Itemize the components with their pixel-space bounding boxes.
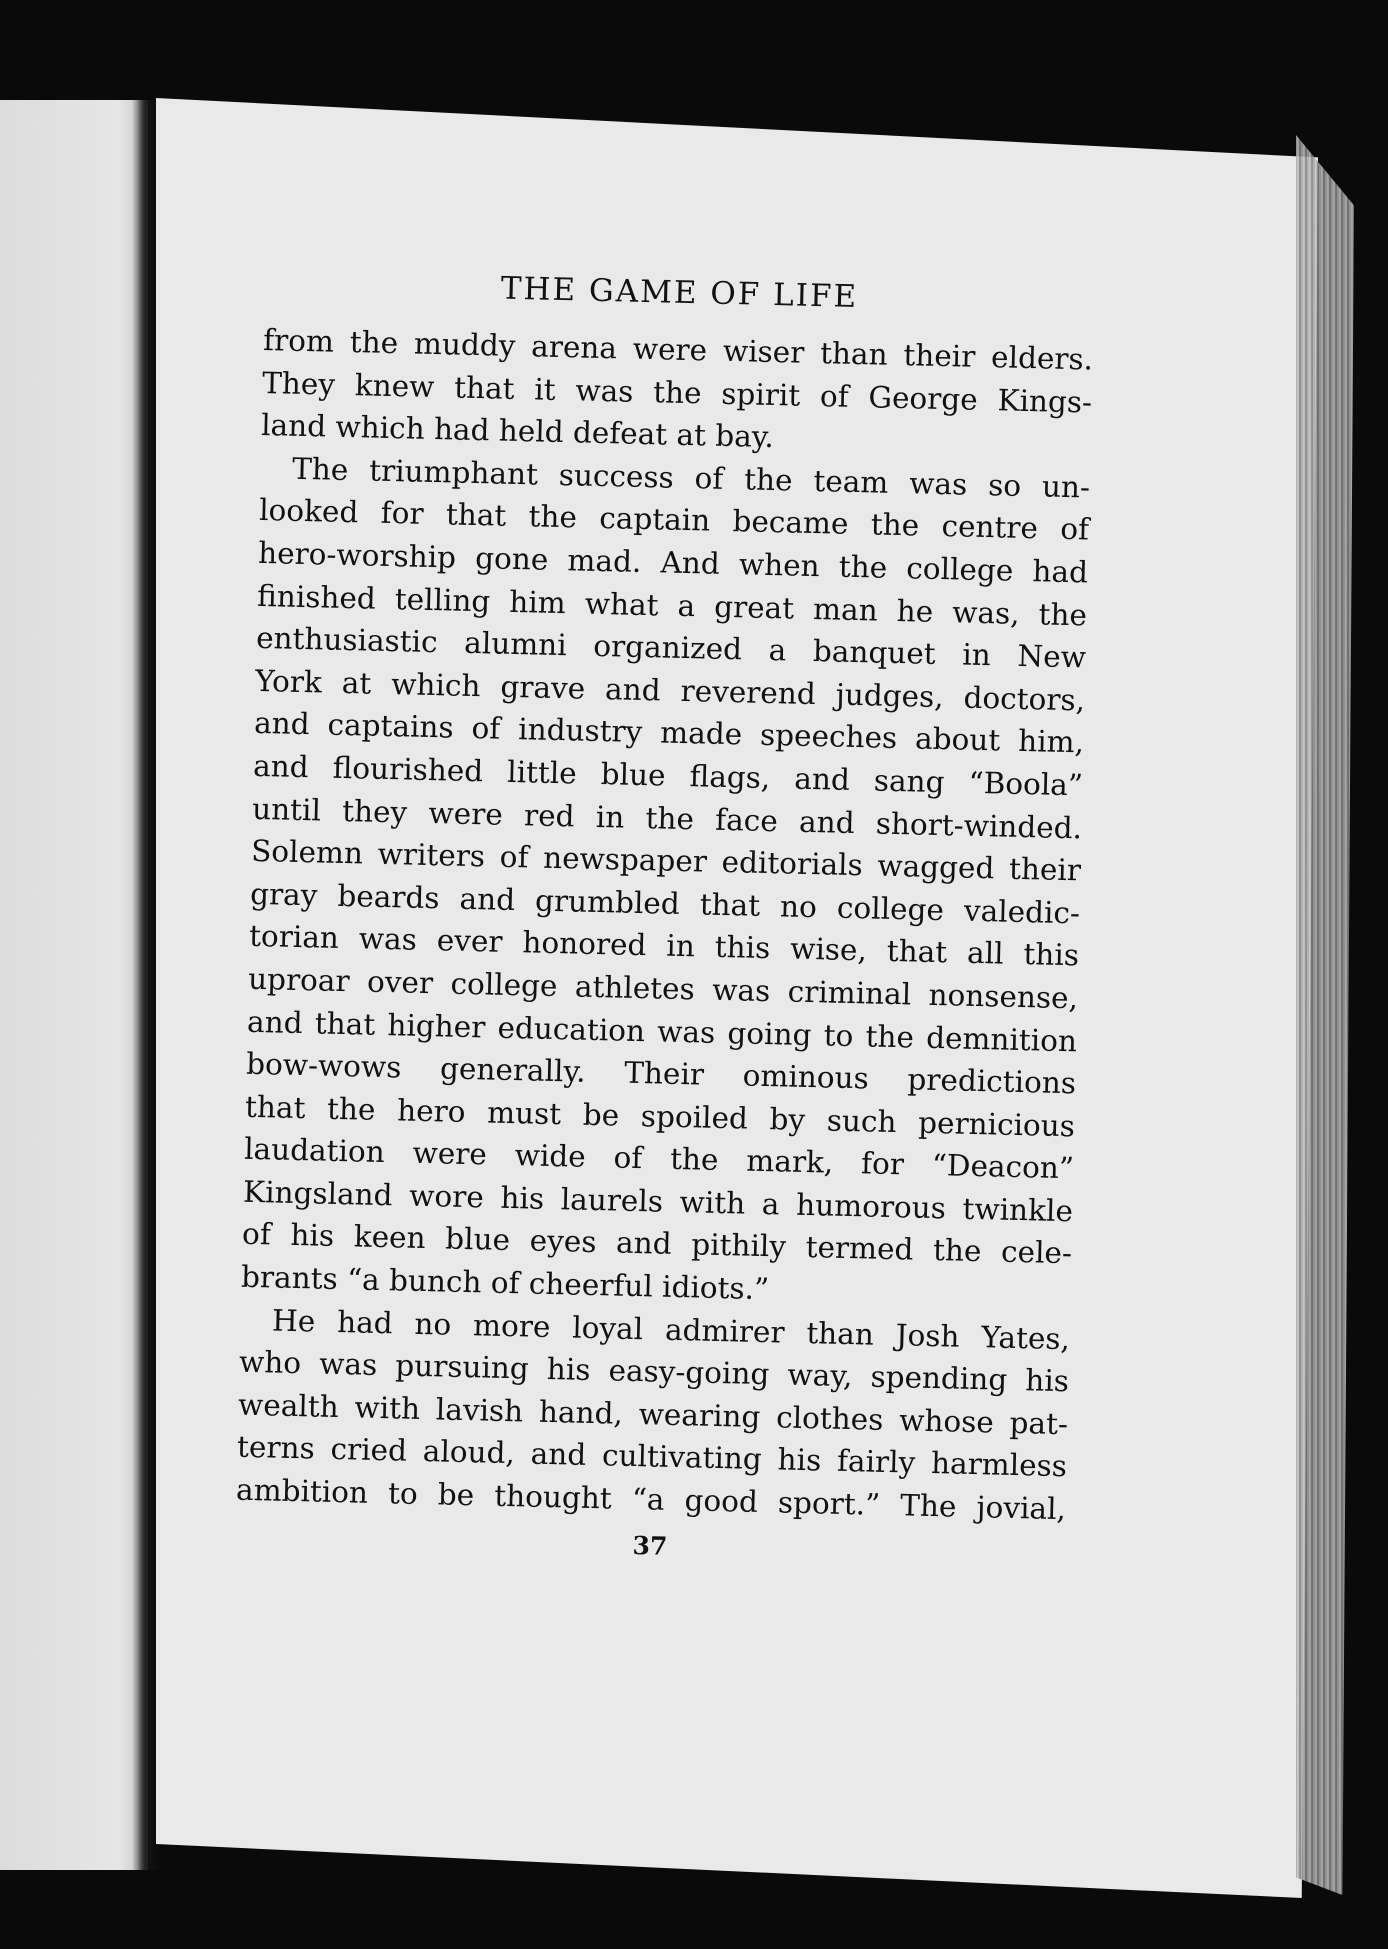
- text-line: of his keen blue eyes and pithily termed the cele-: [241, 1217, 1073, 1271]
- text-line: Solemn writers of newspaper editorials wagged their: [250, 833, 1082, 888]
- left-page-edge: [0, 100, 148, 1870]
- page-text-block: [235, 265, 1095, 1570]
- text-line: He had no more loyal admirer than Josh Yates,: [271, 1303, 1071, 1356]
- text-line: looked for that the captain became the centre of: [258, 493, 1090, 547]
- text-line: bow-wows generally. Their ominous predictions: [245, 1046, 1077, 1101]
- text-line: from the muddy arena were wiser than their elders.: [262, 322, 1094, 377]
- text-line: who was pursuing his easy-going way, spending his: [238, 1344, 1070, 1399]
- text-line: York at which grave and reverend judges, doctors,: [254, 663, 1086, 718]
- page-edges: [1296, 135, 1354, 1895]
- text-line: until they were red in the face and short-winded.: [251, 791, 1083, 845]
- text-line: uproar over college athletes was criminal nonsense,: [247, 961, 1079, 1016]
- running-head: THE GAME OF LIFE: [500, 270, 859, 315]
- text-line: laudation were wide of the mark, for “Deacon”: [243, 1132, 1075, 1186]
- body-text: [236, 319, 1094, 1531]
- text-line: The triumphant success of the team was so un-: [291, 451, 1091, 505]
- text-line: that the hero must be spoiled by such pernicious: [244, 1089, 1076, 1144]
- text-line: wealth with lavish hand, wearing clothes whose pat-: [237, 1387, 1069, 1442]
- text-line: and flourished little blue flags, and sang “Boola”: [252, 748, 1084, 803]
- text-line: Kingsland wore his laurels with a humorous twinkle: [242, 1174, 1074, 1229]
- text-line: gray beards and grumbled that no college valedic-: [249, 876, 1081, 931]
- text-line: torian was ever honored in this wise, that all this: [248, 919, 1080, 973]
- text-line: They knew that it was the spirit of George Kings-: [261, 365, 1093, 420]
- text-line: and captains of industry made speeches about him,: [253, 706, 1085, 760]
- text-line: terns cried aloud, and cultivating his fairly harmless: [236, 1430, 1068, 1484]
- text-line: enthusiastic alumni organized a banquet in New: [255, 621, 1087, 675]
- text-line: hero-worship gone mad. And when the college had: [257, 535, 1089, 590]
- text-line: and that higher education was going to the demnition: [246, 1004, 1078, 1058]
- text-line: ambition to be thought “a good sport.” The jovial,: [235, 1472, 1067, 1527]
- text-line: brants “a bunch of cheerful idiots.”: [240, 1259, 770, 1307]
- text-line: land which had held defeat at bay.: [260, 408, 775, 455]
- text-line: finished telling him what a great man he was, the: [256, 578, 1088, 633]
- page-number: 37: [632, 1530, 668, 1561]
